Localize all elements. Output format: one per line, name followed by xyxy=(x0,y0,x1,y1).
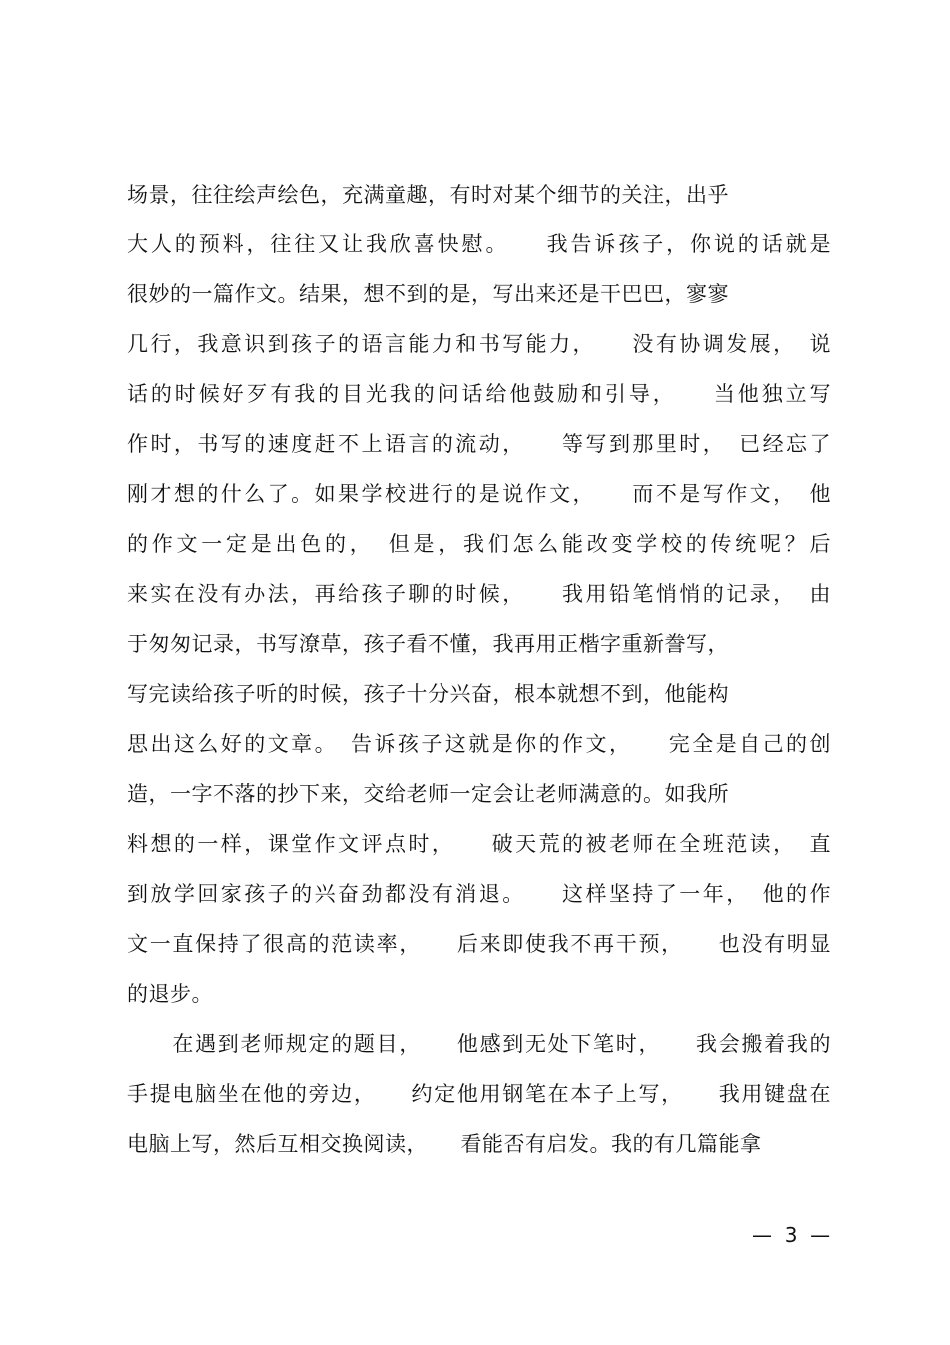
text-line-6: 作时，书写的速度赶不上语言的流动， 等写到那里时， 已经忘了 xyxy=(127,432,831,456)
text-line-14: 料想的一样，课堂作文评点时， 破天荒的被老师在全班范读， 直 xyxy=(127,832,831,856)
text-line-2: 大人的预料，往往又让我欣喜快慰。 我告诉孩子，你说的话就是 xyxy=(127,232,831,256)
text-line-3: 很妙的一篇作文。结果，想不到的是，写出来还是干巴巴，寥寥 xyxy=(127,282,729,306)
text-line-16: 文一直保持了很高的范读率， 后来即使我不再干预， 也没有明显 xyxy=(127,932,831,956)
text-line-9: 来实在没有办法，再给孩子聊的时候， 我用铅笔悄悄的记录， 由 xyxy=(127,582,831,606)
text-line-4: 几行，我意识到孩子的语言能力和书写能力， 没有协调发展， 说 xyxy=(127,332,831,356)
text-line-20: 电脑上写，然后互相交换阅读， 看能否有启发。我的有几篇能拿 xyxy=(127,1132,762,1156)
text-line-1: 场景，往往绘声绘色，充满童趣，有时对某个细节的关注，出乎 xyxy=(127,183,729,207)
text-line-5: 话的时候好歹有我的目光我的问话给他鼓励和引导， 当他独立写 xyxy=(127,382,831,406)
text-line-13: 造，一字不落的抄下来，交给老师一定会让老师满意的。如我所 xyxy=(127,782,729,806)
text-line-10: 于匆匆记录，书写潦草，孩子看不懂，我再用正楷字重新誊写， xyxy=(127,632,729,656)
text-line-8: 的作文一定是出色的， 但是，我们怎么能改变学校的传统呢？后 xyxy=(127,532,831,556)
text-line-7: 刚才想的什么了。如果学校进行的是说作文， 而不是写作文， 他 xyxy=(127,482,831,506)
text-line-17: 的退步。 xyxy=(127,982,213,1006)
text-line-18: 在遇到老师规定的题目， 他感到无处下笔时， 我会搬着我的 xyxy=(127,1032,831,1056)
text-line-19: 手提电脑坐在他的旁边， 约定他用钢笔在本子上写， 我用键盘在 xyxy=(127,1082,831,1106)
page-number: — 3 — xyxy=(752,1223,831,1247)
text-line-15: 到放学回家孩子的兴奋劲都没有消退。 这样坚持了一年， 他的作 xyxy=(127,882,831,906)
text-line-11: 写完读给孩子听的时候，孩子十分兴奋，根本就想不到，他能构 xyxy=(127,682,729,706)
text-line-12: 思出这么好的文章。 告诉孩子这就是你的作文， 完全是自己的创 xyxy=(127,732,831,756)
